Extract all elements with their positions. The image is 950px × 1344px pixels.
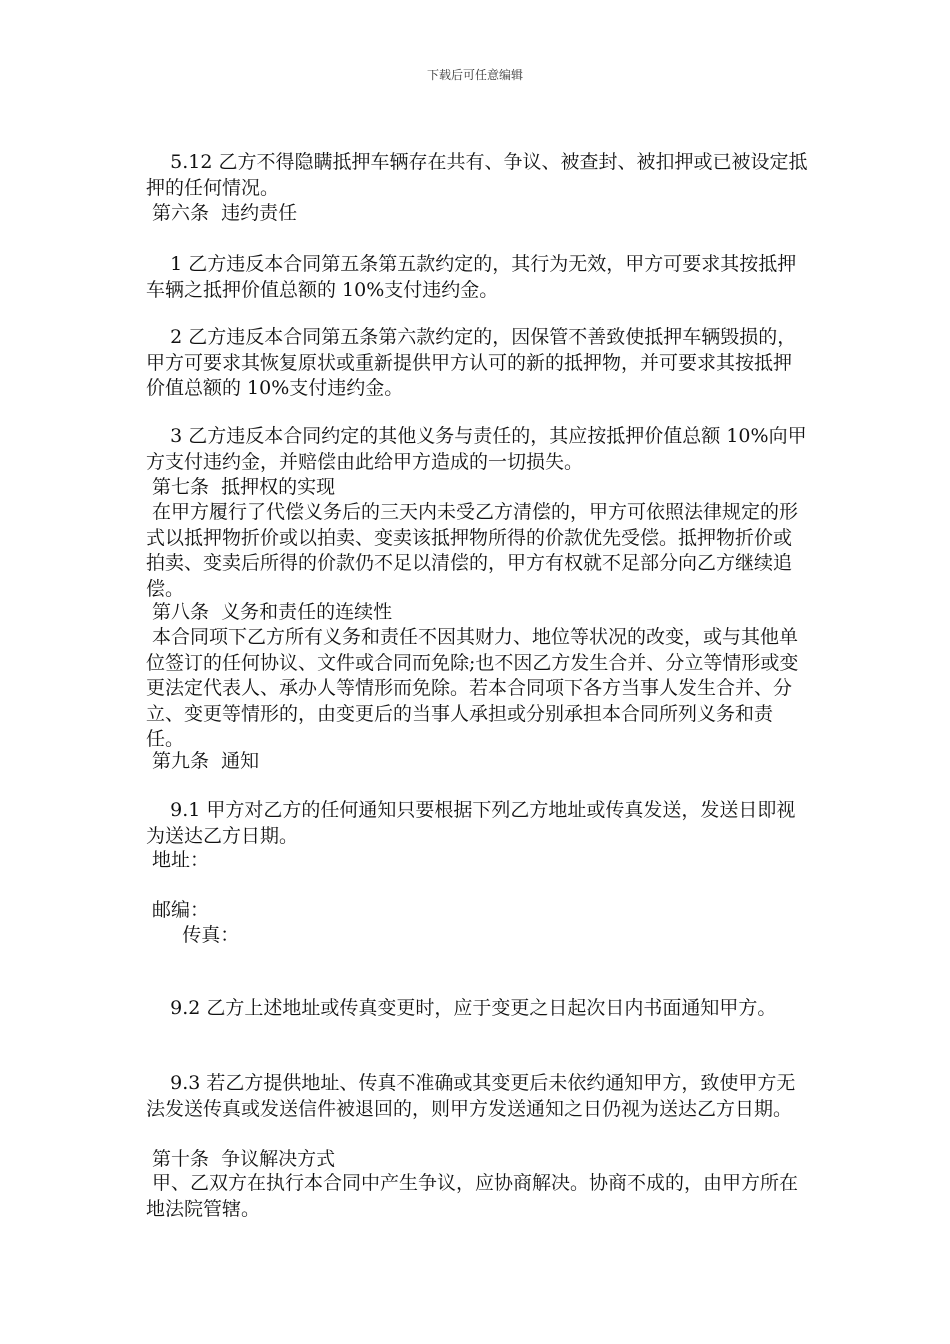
clause-9-1: 9.1 甲方对乙方的任何通知只要根据下列乙方地址或传真发送，发送日即视为送达乙方日期。	[146, 799, 796, 847]
article-8-body: 本合同项下乙方所有义务和责任不因其财力、地位等状况的改变，或与其他单位签订的任何协议、文件或合同而免除;也不因乙方发生合并、分立等情形或变更法定代表人、承办人等情形而免除。若本合同项下各方当事人发生合并、分立、变更等情形的，由变更后的当事人承担或分别承担本合同所列义务和责任。	[146, 626, 799, 750]
clause-6-2: 2 乙方违反本合同第五条第六款约定的，因保管不善致使抵押车辆毁损的，甲方可要求其恢复原状或重新提供甲方认可的新的抵押物，并可要求其按抵押价值总额的 10%支付违约金。	[146, 326, 797, 399]
article-10-heading: 第十条 争议解决方式	[146, 1148, 336, 1170]
article-7-body: 在甲方履行了代偿义务后的三天内未受乙方清偿的，甲方可依照法律规定的形式以抵押物折价或以拍卖、变卖该抵押物所得的价款优先受偿。抵押物折价或拍卖、变卖后所得的价款仍不足以清偿的，甲方有权就不足部分向乙方继续追偿。	[146, 501, 799, 600]
clause-5-12: 5.12 乙方不得隐瞒抵押车辆存在共有、争议、被查封、被扣押或已被设定抵押的任何情况。	[146, 151, 808, 199]
fax-field-label: 传真：	[146, 924, 240, 946]
article-9-heading: 第九条 通知	[146, 750, 260, 772]
address-field-label: 地址：	[146, 849, 210, 871]
article-8-heading: 第八条 义务和责任的连续性	[146, 601, 393, 623]
page-header: 下载后可任意编辑	[426, 68, 523, 82]
clause-6-3: 3 乙方违反本合同约定的其他义务与责任的，其应按抵押价值总额 10%向甲方支付违约金，并赔偿由此给甲方造成的一切损失。	[146, 425, 807, 473]
article-10-body: 甲、乙双方在执行本合同中产生争议，应协商解决。协商不成的，由甲方所在地法院管辖。	[146, 1172, 799, 1220]
postcode-field-label: 邮编：	[146, 899, 210, 921]
clause-9-2: 9.2 乙方上述地址或传真变更时，应于变更之日起次日内书面通知甲方。	[146, 997, 777, 1019]
article-6-heading: 第六条 违约责任	[146, 202, 298, 224]
article-7-heading: 第七条 抵押权的实现	[146, 476, 336, 498]
clause-9-3: 9.3 若乙方提供地址、传真不准确或其变更后未依约通知甲方，致使甲方无法发送传真或发送信件被退回的，则甲方发送通知之日仍视为送达乙方日期。	[146, 1072, 796, 1120]
clause-6-1: 1 乙方违反本合同第五条第五款约定的，其行为无效，甲方可要求其按抵押车辆之抵押价值总额的 10%支付违约金。	[146, 253, 797, 301]
